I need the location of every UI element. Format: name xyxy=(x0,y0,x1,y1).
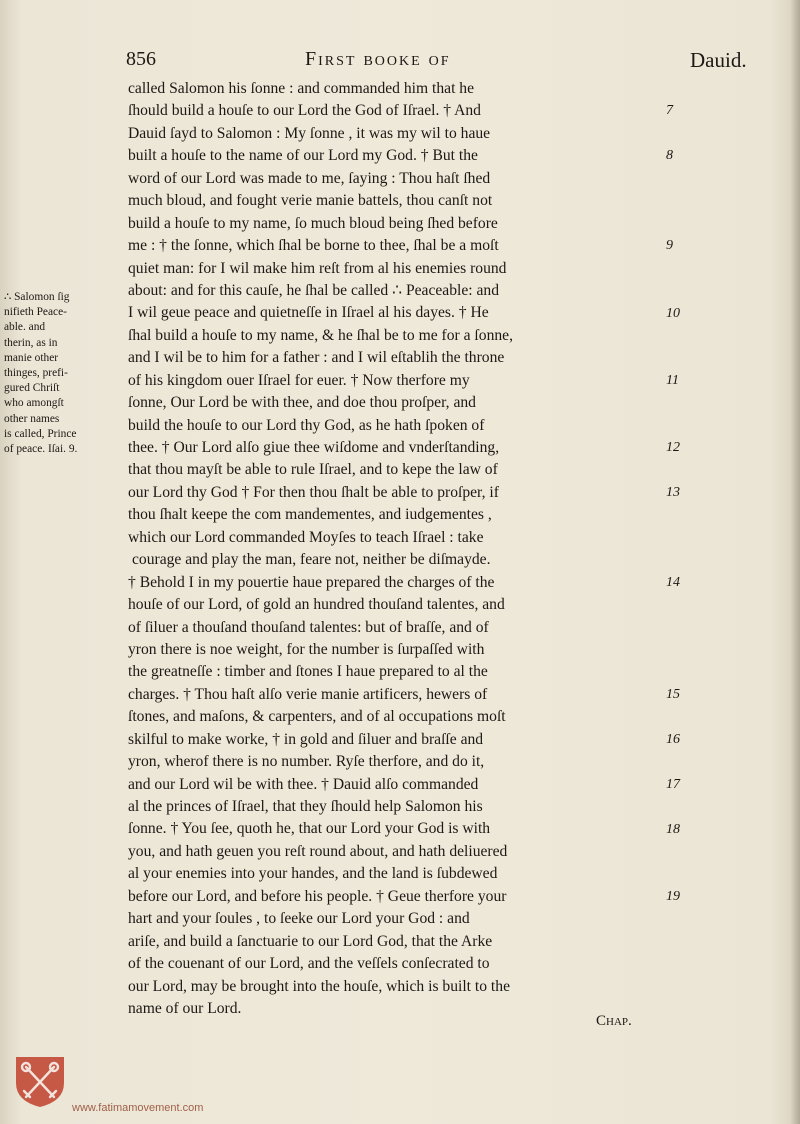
marginal-note-line: nifieth Peace- xyxy=(4,306,67,319)
text-line: about: and for this cauſe, he ſhal be called ∴ Peaceable: and xyxy=(128,281,500,299)
text-line: you, and hath geuen you reſt round about, and hath deliuered xyxy=(128,842,508,860)
marginal-note-line: therin, as in xyxy=(4,336,58,349)
verse-number: 10 xyxy=(666,305,680,321)
running-book-name: Dauid. xyxy=(690,48,747,72)
text-line: name of our Lord. xyxy=(128,999,242,1017)
running-header xyxy=(0,48,800,78)
text-line: Dauid ſayd to Salomon : My ſonne , it was my wil to haue xyxy=(128,124,491,142)
watermark-url: www.fatimamovement.com xyxy=(72,1102,204,1114)
text-line: yron, wherof there is no number. Ryſe therfore, and do it, xyxy=(128,753,485,771)
text-line: word of our Lord was made to me, ſaying : Thou haſt ſhed xyxy=(128,169,491,187)
marginal-note-line: who amongſt xyxy=(4,397,64,410)
text-line: I wil geue peace and quietneſſe in Iſrael al his dayes. † He xyxy=(128,304,489,322)
verse-number: 12 xyxy=(666,440,680,456)
text-line: build the houſe to our Lord thy God, as he hath ſpoken of xyxy=(128,416,485,434)
text-line: called Salomon his ſonne : and commanded him that he xyxy=(128,80,475,97)
text-line: ſhal build a houſe to my name, & he ſhal be to me for a ſonne, xyxy=(128,326,513,344)
text-line: before our Lord, and before his people. † Geue therfore your xyxy=(128,887,507,905)
marginal-note-line: thinges, prefi- xyxy=(4,367,68,380)
text-line: ſtones, and maſons, & carpenters, and of al occupations moſt xyxy=(128,708,506,726)
verse-number: 9 xyxy=(666,238,673,254)
page-edge-shadow xyxy=(790,0,800,1124)
marginal-note-line: ∴ Salomon ſig xyxy=(4,291,70,303)
crossed-keys-logo-icon xyxy=(12,1053,68,1109)
running-title: First booke of xyxy=(305,48,451,70)
verse-number: 7 xyxy=(666,103,673,119)
marginal-note-line: of peace. Iſai. 9. xyxy=(4,443,78,456)
text-line: al your enemies into your handes, and the land is ſubdewed xyxy=(128,865,498,883)
text-line: hart and your ſoules , to ſeeke our Lord your God : and xyxy=(128,910,470,928)
text-line: yron there is noe weight, for the number is ſurpaſſed with xyxy=(128,640,485,658)
verse-number: 13 xyxy=(666,485,680,501)
text-line: and I wil be to him for a father : and I wil eſtablih the throne xyxy=(128,349,505,367)
text-line: of his kingdom ouer Iſrael for euer. † Now therfore my xyxy=(128,371,470,389)
catchword: Chap. xyxy=(596,1013,632,1029)
page-number: 856 xyxy=(126,48,156,70)
text-line: thee. † Our Lord alſo giue thee wiſdome and vnderſtanding, xyxy=(128,439,500,456)
text-line: ſhould build a houſe to our Lord the God of Iſrael. † And xyxy=(128,102,481,120)
marginal-note-line: gured Chriſt xyxy=(4,382,60,395)
text-line: of ſiluer a thouſand thouſand talentes: but of braſſe, and of xyxy=(128,618,489,636)
text-line: houſe of our Lord, of gold an hundred thouſand talentes, and xyxy=(128,596,505,614)
text-line: much bloud, and fought verie manie battels, thou canſt not xyxy=(128,192,493,210)
text-line: me : † the ſonne, which ſhal be borne to thee, ſhal be a moſt xyxy=(128,237,499,255)
text-line: ſonne, Our Lord be with thee, and doe thou proſper, and xyxy=(128,394,476,412)
text-line: our Lord thy God † For then thou ſhalt be able to proſper, if xyxy=(128,483,499,501)
text-line: built a houſe to the name of our Lord my God. † But the xyxy=(128,147,478,165)
text-line: quiet man: for I wil make him reſt from al his enemies round xyxy=(128,259,507,277)
text-line: al the princes of Iſrael, that they ſhould help Salomon his xyxy=(128,798,483,815)
text-line: of the couenant of our Lord, and the veſſels conſecrated to xyxy=(128,955,490,973)
main-text-block xyxy=(128,78,666,1020)
verse-number: 18 xyxy=(666,821,680,837)
marginal-note-line: other names xyxy=(4,412,60,425)
marginal-note-line: able. and xyxy=(4,321,46,334)
text-line: build a houſe to my name, ſo much bloud being ſhed before xyxy=(128,214,498,232)
verse-number: 17 xyxy=(666,776,680,792)
verse-number: 16 xyxy=(666,732,680,748)
text-line: † Behold I in my pouertie haue prepared the charges of the xyxy=(128,573,495,591)
text-line: charges. † Thou haſt alſo verie manie artificers, hewers of xyxy=(128,685,488,703)
text-line: courage and play the man, feare not, neither be diſmayde. xyxy=(132,551,491,569)
text-line: that thou mayſt be able to rule Iſrael, and to kepe the law of xyxy=(128,461,498,479)
text-line: which our Lord commanded Moyſes to teach Iſrael : take xyxy=(128,528,484,546)
verse-number: 8 xyxy=(666,148,673,164)
text-line: skilful to make worke, † in gold and ſiluer and braſſe and xyxy=(128,730,484,748)
marginal-note-line: is called, Prince xyxy=(4,427,77,440)
text-line: thou ſhalt keepe the com mandementes, and iudgementes , xyxy=(128,506,492,524)
marginal-note-line: manie other xyxy=(4,351,59,364)
verse-number: 11 xyxy=(666,372,679,388)
text-line: and our Lord wil be with thee. † Dauid alſo commanded xyxy=(128,775,479,793)
text-line: our Lord, may be brought into the houſe, which is built to the xyxy=(128,977,510,995)
text-line: the greatneſſe : timber and ſtones I haue prepared to al the xyxy=(128,663,488,681)
verse-number: 14 xyxy=(666,574,680,590)
verse-number: 15 xyxy=(666,687,680,703)
text-line: ariſe, and build a ſanctuarie to our Lord God, that the Arke xyxy=(128,932,493,950)
verse-number: 19 xyxy=(666,889,680,905)
marginal-note xyxy=(4,290,126,457)
text-line: ſonne. † You ſee, quoth he, that our Lord your God is with xyxy=(128,820,491,838)
